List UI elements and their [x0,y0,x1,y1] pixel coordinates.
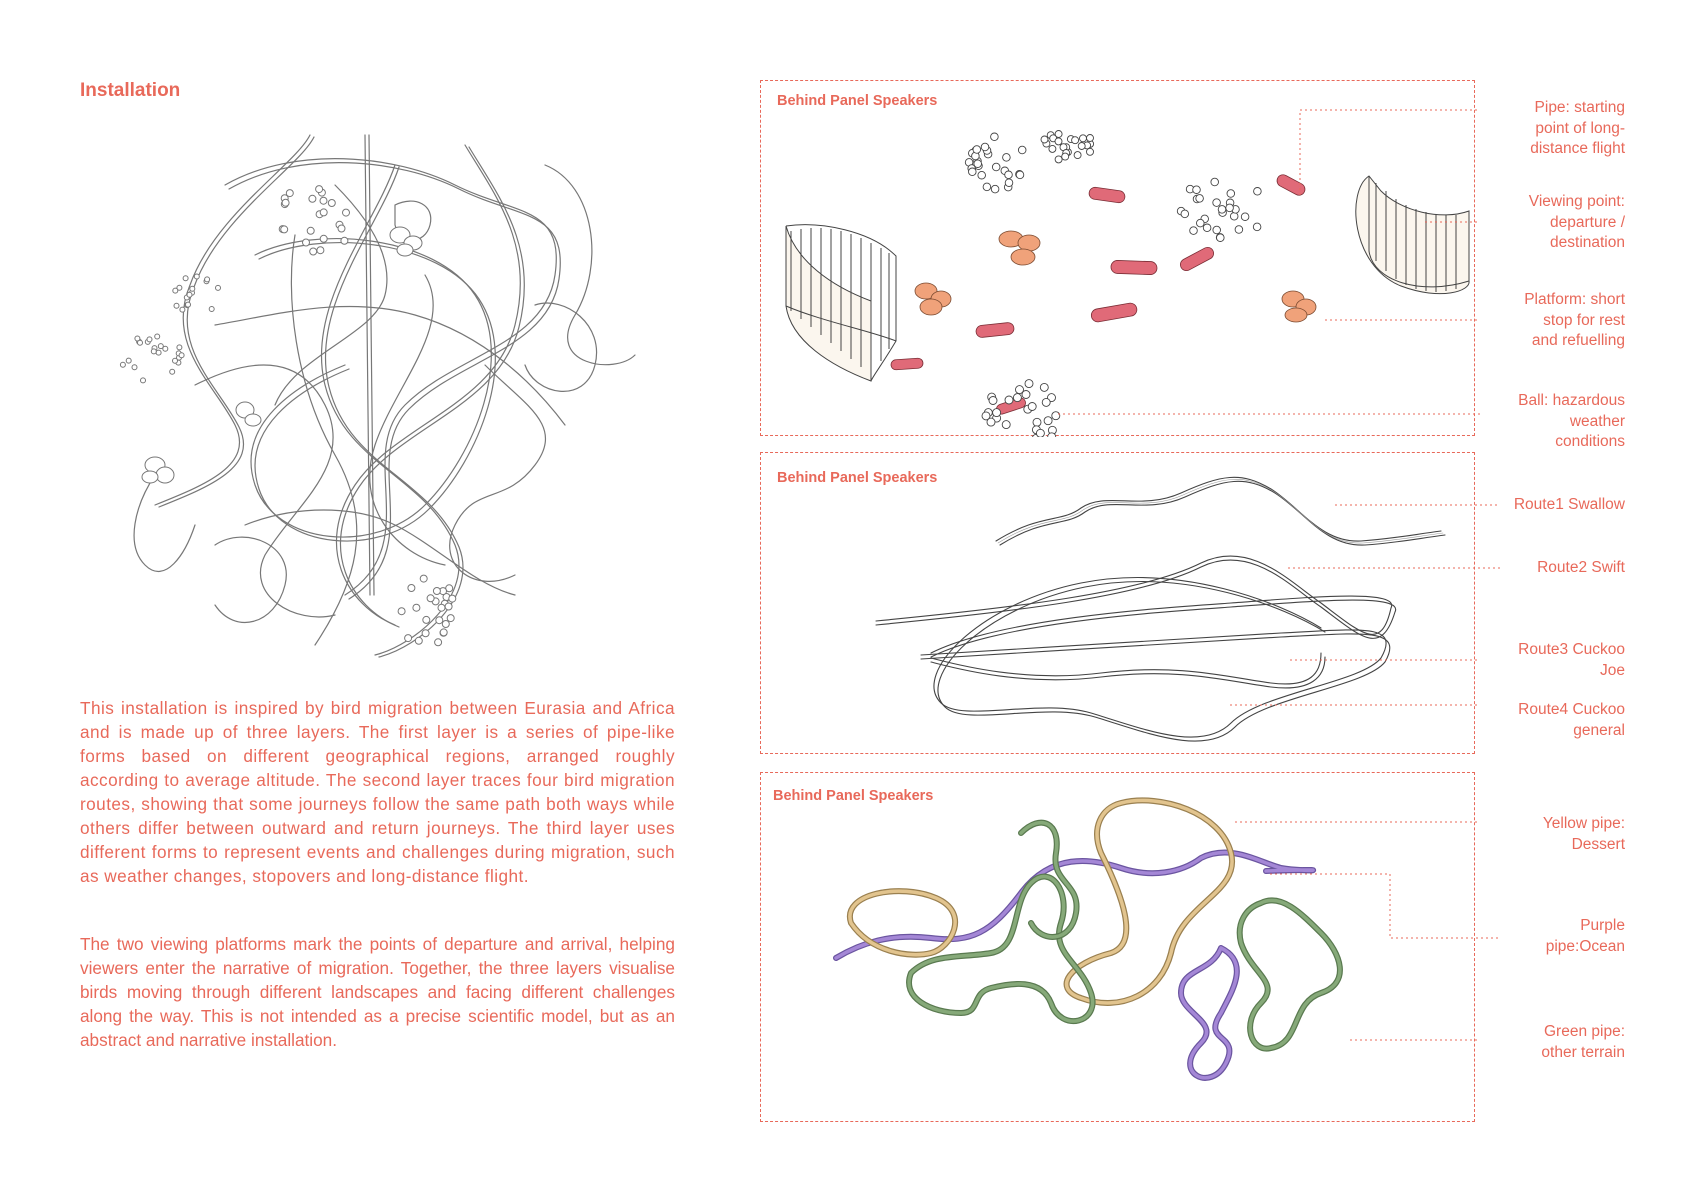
weather-ball [1087,135,1094,142]
weather-ball [155,334,160,339]
weather-ball [1055,138,1062,145]
label-route4: Route4 Cuckoo general [1518,701,1625,739]
weather-ball [442,621,449,628]
label-route3: Route3 Cuckoo Joe [1518,641,1625,679]
weather-ball [163,346,168,351]
weather-ball [173,288,178,293]
weather-ball [978,171,986,179]
weather-ball [1048,433,1056,437]
weather-ball [170,369,175,374]
weather-ball [216,285,221,290]
panel-title-routes: Behind Panel Speakers [777,470,938,486]
weather-ball [1230,213,1238,221]
weather-ball [1062,153,1069,160]
weather-ball [1218,206,1226,214]
weather-ball [132,365,137,370]
weather-ball [1016,171,1024,179]
section-title: Installation [80,80,181,101]
weather-ball [205,277,210,282]
weather-ball [447,615,454,622]
weather-ball [173,358,178,363]
weather-ball [186,302,191,307]
weather-ball [317,247,324,254]
weather-ball [1005,171,1013,179]
weather-ball [320,235,327,242]
weather-ball [1193,186,1201,194]
weather-ball [1227,190,1235,198]
weather-ball [303,239,310,246]
viewing-point-right [1356,176,1469,294]
events-drawing [761,81,1476,437]
weather-ball [420,575,427,582]
red-pipes [891,173,1307,416]
weather-ball [433,588,440,595]
weather-ball [1211,178,1219,186]
label-ball: Ball: hazardous weather conditions [1518,392,1625,450]
weather-ball [1181,210,1189,218]
weather-ball [190,286,195,291]
weather-ball [180,307,185,312]
terrain-drawing [761,773,1476,1123]
weather-ball [435,639,442,646]
weather-ball [343,209,350,216]
weather-ball [1197,219,1205,227]
weather-ball [1040,383,1048,391]
weather-ball [328,200,335,207]
route1-swallow [996,477,1445,545]
weather-ball [991,133,999,141]
weather-ball [1041,136,1048,143]
weather-ball [1226,204,1234,212]
weather-ball [1235,226,1243,234]
weather-ball [1033,418,1041,426]
label-platform: Platform: short stop for rest and refuelling [1524,291,1625,349]
weather-ball [969,168,977,176]
weather-ball [1013,394,1021,402]
label-pipe: Pipe: starting point of long- distance flight [1530,99,1625,157]
weather-ball [320,197,327,204]
weather-ball [177,345,182,350]
label-route1: Route1 Swallow [1513,496,1625,513]
weather-ball [316,186,323,193]
weather-ball [974,160,982,168]
weather-ball [1022,391,1030,399]
weather-ball [1087,148,1094,155]
weather-ball [141,378,146,383]
yellow-pipe-desert [850,800,1232,1003]
weather-ball [1072,137,1079,144]
routes-drawing [761,453,1476,755]
weather-ball [987,418,995,426]
weather-ball [1049,145,1056,152]
weather-ball [320,209,327,216]
weather-ball [1190,227,1198,235]
weather-ball [1055,131,1062,138]
weather-ball [338,225,345,232]
weather-ball [992,163,1000,171]
weather-ball [310,248,317,255]
weather-ball [408,585,415,592]
weather-ball [1028,403,1036,411]
weather-ball [281,226,288,233]
weather-ball [156,350,161,355]
weather-ball [1005,396,1013,404]
weather-ball [1018,146,1026,154]
weather-ball [436,617,443,624]
weather-ball [1074,152,1081,159]
weather-ball [1055,156,1062,163]
weather-ball [438,604,445,611]
label-yellow-pipe: Yellow pipe: Dessert [1542,815,1625,853]
weather-ball [991,185,999,193]
weather-ball [405,635,412,642]
weather-ball [427,595,434,602]
weather-ball [398,608,405,615]
label-viewing-point: Viewing point: departure / destination [1528,193,1625,251]
weather-ball [179,353,184,358]
weather-ball [1002,421,1010,429]
weather-ball [423,616,430,623]
weather-ball [1254,188,1262,196]
weather-ball [183,276,188,281]
weather-ball [422,630,429,637]
weather-ball [1241,213,1249,221]
weather-ball [1253,223,1261,231]
weather-ball [1005,179,1013,187]
weather-ball [1025,380,1033,388]
weather-ball [1078,143,1085,150]
weather-ball [138,340,143,345]
weather-ball [151,349,156,354]
weather-ball [993,409,1001,417]
description-paragraph-2: The two viewing platforms mark the points of departure and arrival, helping viewers enter the narrative of migration. Together, the three layers visualise birds moving through different landscapes and facing different challenges along the way. This is not intended as a precise scientific model, but as an abstract and narrative installation. [80,934,675,1050]
weather-ball [989,397,997,405]
weather-ball [1217,234,1225,242]
panel-events [760,80,1475,436]
weather-ball [981,143,989,151]
weather-ball [174,303,179,308]
weather-ball [1003,154,1011,162]
weather-ball [1044,417,1052,425]
weather-ball [1080,135,1087,142]
description-paragraph-1: This installation is inspired by bird migration between Eurasia and Africa and is made up of three layers. The first layer is a series of pipe-like forms based on different geographical regions, arranged roughly according to average altitude. The second layer traces four bird migration routes, showing that some journeys follow the same path both ways while others differ between outward and return journeys. The third layer uses different forms to represent events and challenges during migration, such as weather changes, stopovers and long-distance flight. [80,698,675,886]
weather-ball [1213,226,1221,234]
label-purple-pipe: Purple pipe:Ocean [1545,917,1625,955]
weather-ball [440,629,447,636]
weather-ball [1213,199,1221,207]
label-route2: Route2 Swift [1537,559,1625,576]
weather-ball [983,183,991,191]
weather-ball [309,195,316,202]
weather-ball [415,637,422,644]
weather-ball [120,362,125,367]
weather-ball [1196,195,1204,203]
weather-ball [282,199,289,206]
weather-ball [1052,412,1060,420]
label-green-pipe: Green pipe: other terrain [1541,1023,1625,1061]
weather-ball [194,274,199,279]
panel-title-events: Behind Panel Speakers [777,93,938,109]
weather-ball [413,604,420,611]
weather-ball [209,307,214,312]
weather-ball [126,358,131,363]
weather-ball [445,603,452,610]
weather-ball [1203,224,1211,232]
weather-ball [341,237,348,244]
weather-ball [449,595,456,602]
weather-ball [147,337,152,342]
weather-ball [973,146,981,154]
weather-ball [1042,398,1050,406]
viewing-point-left [786,225,896,381]
installation-drawing [95,125,675,670]
route4-cuckoo-general [931,653,1325,688]
panel-terrain [760,772,1475,1122]
panel-routes [760,452,1475,754]
weather-ball [307,227,314,234]
weather-ball [1036,429,1044,437]
weather-ball [187,292,192,297]
panel-title-terrain: Behind Panel Speakers [773,788,934,804]
